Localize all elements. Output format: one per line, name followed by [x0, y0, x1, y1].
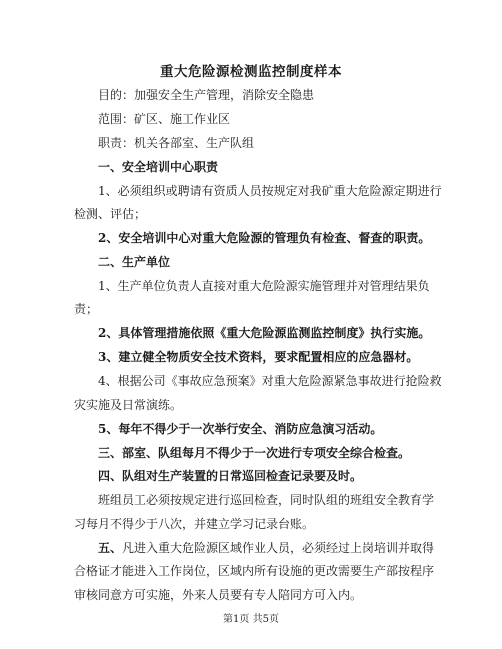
- scope-line: 范围：矿区、施工作业区: [98, 112, 231, 126]
- section-1-item-1-cont: 检测、评估；: [74, 207, 147, 221]
- section-1-item-1: 1、必须组织或聘请有资质人员按规定对我矿重大危险源定期进行: [98, 184, 442, 198]
- purpose-line: 目的：加强安全生产管理，消除安全隐患: [98, 88, 315, 102]
- section-2-item-3: 3、建立健全物质安全技术资料，要求配置相应的应急器材。: [98, 350, 419, 364]
- section-5-number: 五、: [98, 541, 123, 555]
- section-5-text: 凡进入重大危险源区域作业人员，必须经过上岗培训并取得: [122, 541, 435, 555]
- section-2-item-4: 4、根据公司《事故应急预案》对重大危险源紧急事故进行抢险救: [98, 374, 442, 388]
- section-2-item-5: 5、每年不得少于一次举行安全、消防应急演习活动。: [98, 422, 383, 436]
- duties-line: 职责：机关各部室、生产队组: [98, 136, 255, 150]
- section-1-item-2: 2、安全培训中心对重大危险源的管理负有检查、督查的职责。: [98, 231, 431, 245]
- section-2-item-4-cont: 灾实施及日常演练。: [74, 398, 183, 412]
- section-2-item-2: 2、具体管理措施依照《重大危险源监测监控制度》执行实施。: [98, 326, 431, 340]
- section-4-paragraph-cont: 习每月不得少于八次，并建立学习记录台账。: [74, 517, 315, 531]
- section-5-line-2: 合格证才能进入工作岗位，区域内所有设施的更改需要生产部按程序: [74, 564, 435, 578]
- section-4-paragraph: 班组员工必须按规定进行巡回检查，同时队组的班组安全教育学: [98, 493, 435, 507]
- section-2-heading: 二、生产单位: [98, 255, 171, 269]
- section-3-heading: 三、部室、队组每月不得少于一次进行专项安全综合检查。: [98, 446, 411, 460]
- section-5-line-3: 审核同意方可实施，外来人员要有专人陪同方可入内。: [74, 588, 363, 602]
- section-4-heading: 四、队组对生产装置的日常巡回检查记录要及时。: [98, 469, 363, 483]
- section-1-heading: 一、安全培训中心职责: [98, 160, 219, 174]
- document-title: 重大危险源检测监控制度样本: [160, 64, 342, 80]
- section-5-line-1: [98, 539, 502, 556]
- page-number: 第1页 共5页: [223, 614, 279, 625]
- section-2-item-1-cont: 责；: [74, 302, 99, 316]
- section-2-item-1: 1、生产单位负责人直接对重大危险源实施管理并对管理结果负: [98, 279, 430, 293]
